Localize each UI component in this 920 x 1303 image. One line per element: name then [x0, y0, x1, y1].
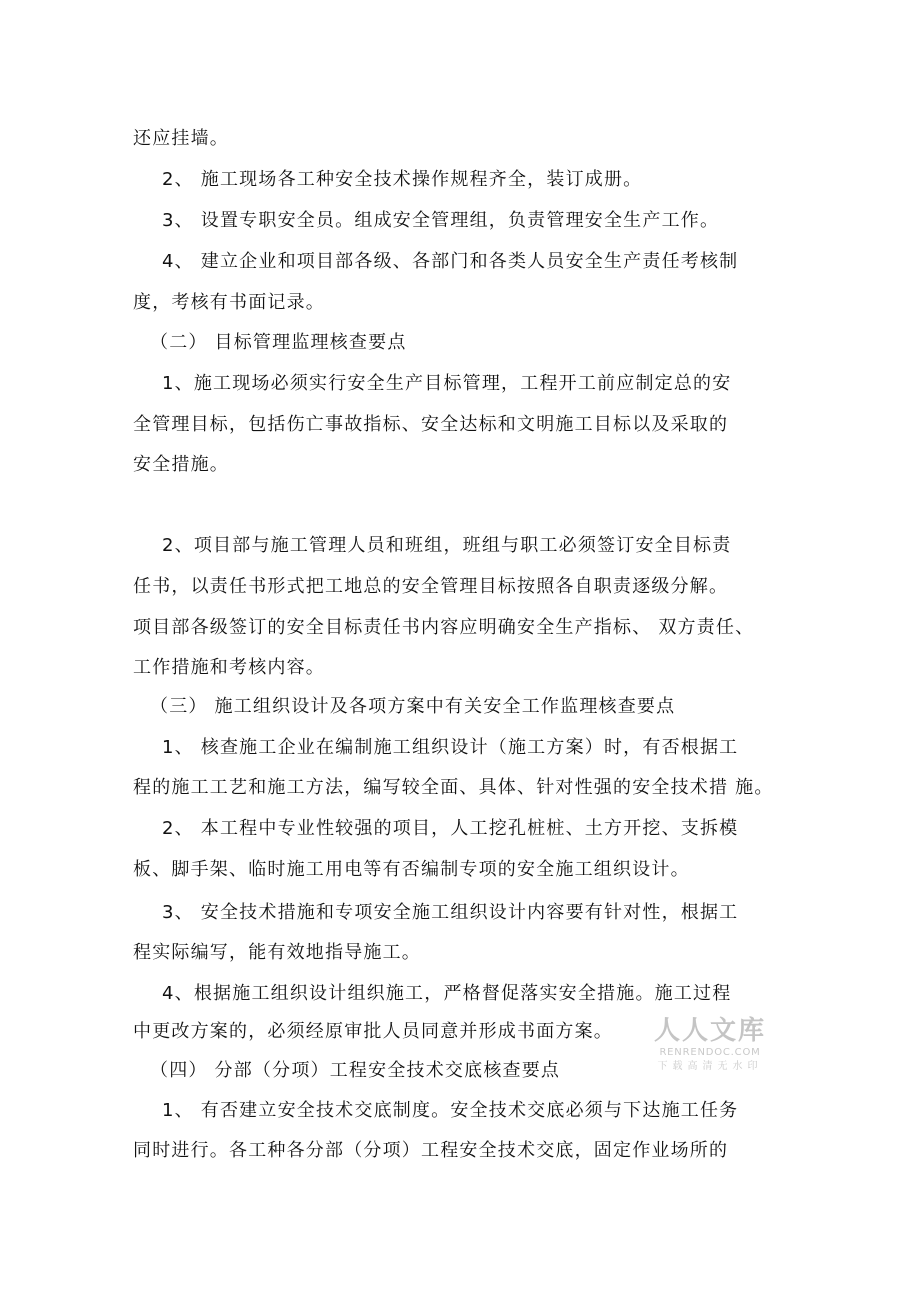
text-line: 2、 施工现场各工种安全技术操作规程齐全，装订成册。 [162, 169, 643, 190]
text-line: 工作措施和考核内容。 [133, 657, 325, 678]
text-line: 还应挂墙。 [133, 128, 229, 149]
text-line: 1、 有否建立安全技术交底制度。安全技术交底必须与下达施工任务 [162, 1100, 739, 1121]
section-heading: （三） 施工组织设计及各项方案中有关安全工作监理核查要点 [150, 696, 676, 717]
text-line: 1、 核查施工企业在编制施工组织设计（施工方案）时，有否根据工 [162, 737, 739, 758]
text-line: 任书，以责任书形式把工地总的安全管理目标按照各自职责逐级分解。 [133, 576, 729, 597]
text-line: 板、脚手架、临时施工用电等有否编制专项的安全施工组织设计。 [133, 859, 690, 880]
watermark-title: 人人文库 [653, 1016, 766, 1046]
text-line: 程实际编写，能有效地指导施工。 [133, 942, 421, 963]
text-line: 2、 本工程中专业性较强的项目，人工挖孔桩桩、土方开挖、支拆模 [162, 818, 739, 839]
text-line: 度，考核有书面记录。 [133, 292, 325, 313]
text-line: 4、 建立企业和项目部各级、各部门和各类人员安全生产责任考核制 [162, 251, 739, 272]
watermark-slogan: 下载高清无水印 [657, 1061, 763, 1072]
watermark-logo [648, 1016, 772, 1078]
text-line: 同时进行。各工种各分部（分项）工程安全技术交底，固定作业场所的 [133, 1140, 729, 1161]
text-line: 3、 设置专职安全员。组成安全管理组，负责管理安全生产工作。 [162, 210, 720, 231]
text-line: 程的施工工艺和施工方法，编写较全面、具体、针对性强的安全技术措 施。 [133, 777, 774, 798]
text-line: 安全措施。 [133, 454, 229, 475]
text-line: 4、根据施工组织设计组织施工，严格督促落实安全措施。施工过程 [162, 983, 732, 1004]
section-heading: （四） 分部（分项）工程安全技术交底核查要点 [150, 1060, 561, 1081]
text-line: 1、施工现场必须实行安全生产目标管理，工程开工前应制定总的安 [162, 373, 732, 394]
watermark-domain: RENRENDOC.COM [659, 1047, 761, 1058]
text-line: 项目部各级签订的安全目标责任书内容应明确安全生产指标、 双方责任、 [133, 617, 755, 638]
section-heading: （二） 目标管理监理核查要点 [150, 332, 407, 353]
text-line: 中更改方案的，必须经原审批人员同意并形成书面方案。 [133, 1021, 613, 1042]
text-line: 2、项目部与施工管理人员和班组，班组与职工必须签订安全目标责 [162, 535, 732, 556]
text-line: 全管理目标，包括伤亡事故指标、安全达标和文明施工目标以及采取的 [133, 414, 729, 435]
text-line: 3、 安全技术措施和专项安全施工组织设计内容要有针对性，根据工 [162, 902, 739, 923]
